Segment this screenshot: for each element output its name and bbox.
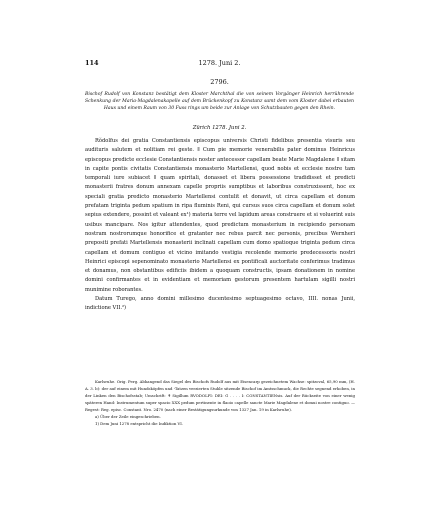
apparatus-text: Karlsruhe. Orig. Perg. Abhangend das Siegel des Bischofs Rudolf aus mit Eisencarp gezeichnetem Wachse: spitzoval, 65,90 mm, (H. A. 3. b): der auf einem mit Hundsköpfen und -Tatzen verzierten Stuhle sitzende Bischof im Amtsschmuck, die Rechte segnend erhoben, in der Linken den Bischofsstab; Umschrift: ✝ Sigillum RVODOLFI: DEI: G . . . . I: CONSTANTIENsis. Auf der Rückseite von einer wenig späteren Hand: Instrumentum super spacio XXX pedum pertinente in flaoio capelle sancte Marie Magdalene et domui nostre contiguo. — Regest: Reg. episc. Constant. Nro. 2470 (nach einer Bestätigungsurkunde von 1327 Jan. 19 in Karlsruhe). [85, 379, 355, 412]
running-title: 1278. Juni 2. [198, 59, 241, 67]
datum-paragraph: Datum Turego, anno domini millesimo ducentesimo septuagesimo octavo, IIII. nonas Junii, indictione VII.²) [85, 296, 355, 312]
regest-summary: Bischof Rudolf von Konstanz bestätigt dem Kloster Marchthal die von seinem Vorgänger Heinrich herrührende Schenkung der Maria-Magdalenakapelle auf dem Brückenkopf zu Konstanz samt dem vom Kloster dabei erbauten Haus und einem Raum von 30 Fuss rings um beide zur Anlage von Schutzbauten gegen den Rhein. [85, 92, 354, 112]
footnote-a: a) Über der Zeile eingeschrieben. [95, 413, 161, 419]
dateline: Zürich 1278. Juni 2. [192, 125, 247, 131]
charter-paragraph: Rŏdolfus dei gratia Constantiensis episcopus universis Christi fidelibus presentia visuris seu audituris salutem et nolitiam rei geste. ǁ Cum pie memorie venerabilis pater dominus Heinricus episcopus predicte ecclesie Constantiensis noster antecessor capellam beate Marie Magdalene ǁ sitam in capite pontis civitatis Constantiensis monasterio Martellensi, quod nobis et ecclesie nostre tam temporali iure subiacet ǁ quam spiritali, donasset et libera possessione tradidisset et predicti monasterii fratres donum annexam capelle propriis sumptibus et laboribus construxissent, hoc ex speciali gratia predicto monasterio Martellensi contulit et donavit, ut circa capellam et donum prefatam triginta pedum spatium in ripa fluminis Reni, qui cursus suos circa capellam et donum solet sepius extendere, possint et valeant ex¹) materia terre vel lapidum areas construere et si voluerint suis usibus mancipare. Nos igitur attendentes, quod predictum monasterium in recipiendo personam nostram nostrorumque honorifice et gratanter nec rebus parcit nec personis, precibus Wernheri prepositi prefati Martellensis monasterii inclinati capellam cum domo spatioque triginta pedum circa capellam et domum contiguo et vicino imitando vestigia recolende memorie predecessoris nostri Heinrici episcopi sepenominato monasterio Martellensi ex pontificali auctoritate conferimus tradimus et donamus, non obstantibus edificiis ibidem a quoquam constructis, ipsam donationem in nomine domini confirmantes et in evidentiam et memoriam gestorum presentem hartulam sigilli nostri munimine roborantes. [85, 138, 355, 293]
charter-text [85, 137, 355, 314]
page-number: 114 [85, 59, 99, 67]
page-header [85, 59, 354, 69]
footnote-1: 1) Dem Juni 1278 entspricht die Indiktion VI. [95, 420, 184, 426]
document-number: 2796. [210, 78, 229, 86]
apparatus-notes [85, 379, 355, 428]
